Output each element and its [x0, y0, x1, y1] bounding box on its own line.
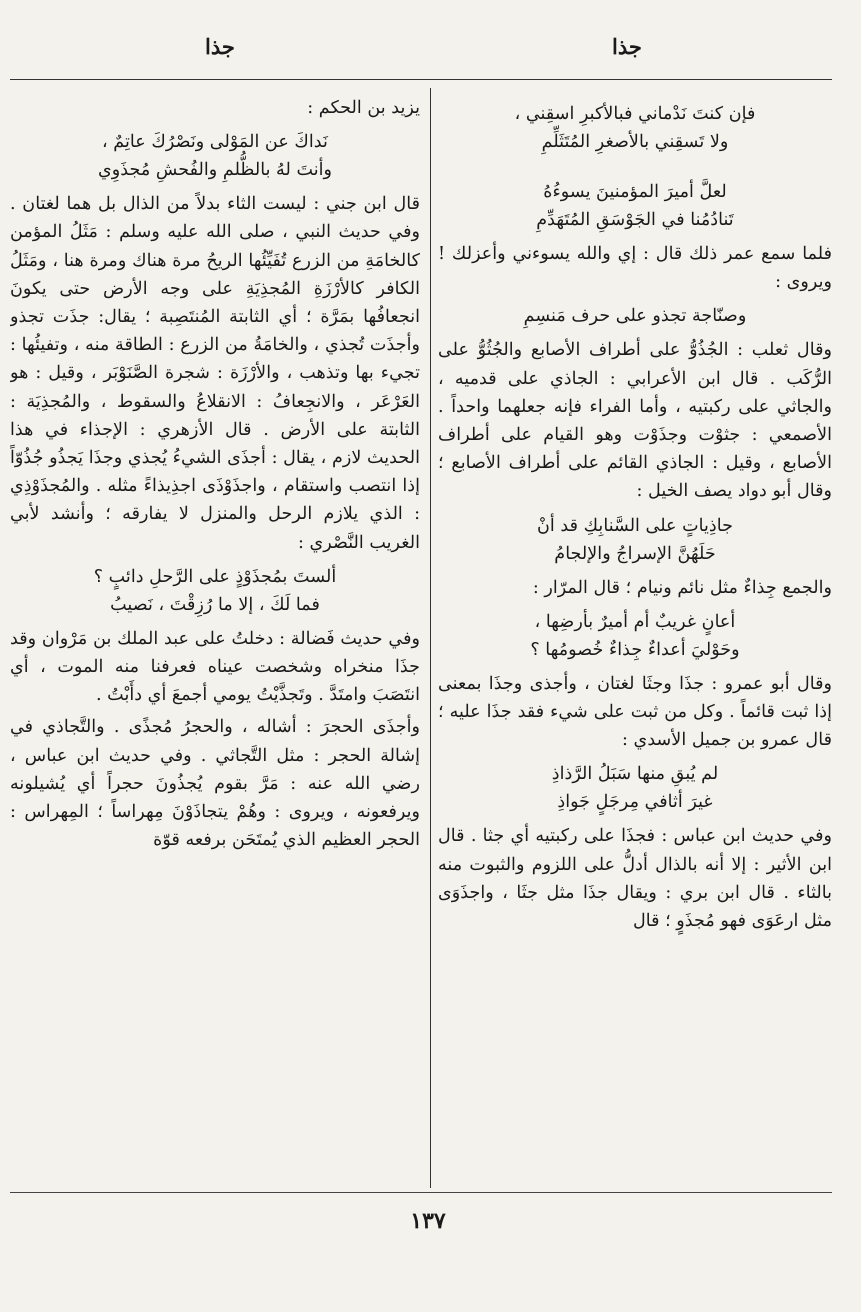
paragraph: والجمع جِذاءٌ مثل نائم ونيام ؛ قال المرّار :: [532, 577, 832, 598]
verse-line: غيرَ أثافي مِرجَلٍ جَواذِ: [557, 792, 713, 813]
header-word-right: جذا: [612, 34, 642, 59]
paragraph: فلما سمع عمر ذلك قال : إي والله يسوءني وأعزلك ! ويروى :: [438, 244, 832, 293]
verse: [438, 512, 832, 568]
verse-line: وحَوْليَ أعداءٌ جِذاءٌ خُصومُها ؟: [530, 639, 740, 660]
paragraph: وفي حديث ابن عباس : فجذَا على ركبتيه أي جثا . قال ابن الأثير : إلا أنه بالذال أدلُّ على اللزوم والثبوت منه بالثاء . قال ابن بري : ويقال جذَا مثل جثَا ، واجذَوَى مثل ارعَوَى فهو مُجذَوٍ ؛ قال: [438, 826, 832, 932]
verse-line: فإن كنتَ نَدْماني فبالأكبرِ اسقِني ،: [514, 104, 756, 124]
verse: [438, 608, 832, 664]
verse: [10, 563, 420, 619]
verse: [10, 128, 420, 184]
footer-rule: [10, 1192, 832, 1193]
right-column: [438, 94, 832, 1184]
paragraph: وفي حديث فَضالة : دخلتُ على عبد الملك بن مَرْوان وقد جذَا منخراه وشخصت عيناه فعرفنا منه الموت ، أي انتَصَبَ وامتَدَّ . وتَجذَّيْتُ يومي أجمعَ أي دأَبْتُ .: [10, 628, 420, 706]
left-column: [10, 94, 420, 1184]
verse-line: جاذِياتٍ على السَّنابِكِ قد أنْ: [536, 515, 734, 536]
paragraph: وقال أبو عمرو : جذَا وجثَا لغتان ، وأجذى وجذَا بمعنى إذا ثبت قائماً . وكل من ثبت على شيء فقد جذَا عليه ؛ قال عمرو بن جميل الأسدي :: [438, 673, 832, 751]
verse-line: وصنّاجة تجذو على حرف مَنسِمِ: [523, 306, 747, 327]
verse: [438, 760, 832, 816]
verse-line: حَلَهُنَّ الإسراجُ والإلجامُ: [554, 543, 716, 564]
column-divider: [430, 88, 431, 1188]
verse-line: ألستَ بمُجذَوْذٍ على الرَّحلِ دائبٍ ؟: [93, 566, 337, 587]
verse-line: أعانٍ غريبٌ أم أميرٌ بأرضِها ،: [534, 611, 736, 632]
verse-line: ولا تَسقِني بالأصغرِ المُتَثَلِّمِ: [541, 132, 729, 152]
paragraph: وقال ثعلب : الجُذُوُّ على أطراف الأصابع والجُثُوُّ على الرُّكَب . قال ابن الأعرابي : الجاذي على قدميه ، والجاثي على ركبتيه ، وأما الفراء فإنه جعلهما واحداً . الأصمعي : جثوْت وجذَوْت وهو القيام على أطراف الأصابع ، وقيل : الجاذي القائم على أطراف الأصابع ؛ وقال أبو دواد يصف الخيل :: [438, 340, 832, 502]
verse-line: وأنتَ لهُ بالظُّلمِ والفُحشِ مُجذَوِي: [97, 160, 333, 181]
header-word-left: جذا: [205, 34, 235, 59]
verse-line: لم يُبقِ منها سَبَلُ الرَّذاذِ: [551, 764, 719, 785]
paragraph: قال ابن جني : ليست الثاء بدلاً من الذال بل هما لغتان . وفي حديث النبي ، صلى الله عليه وسلم : مَثَلُ المؤمن كالخامَةِ من الزرع تُفَيِّئُها الريحُ مرة هناك ومرة هنا ، ومَثَلُ الكافر كالأرْزَةِ المُجذِيَةِ على وجه الأرض حتى يكونَ انجعافُها بمَرَّة ؛ أي الثابتة المُنتَصِبة ؛ يقال: جذَت تجذو وأجذَت تُجذي ، والخامَةُ من الزرع : الطاقة منه ، وتفيئُها : تجيء بها وتذهب ، والأرْزَة : شجرة الصَّنَوْبَر ، وقيل : هو العَرْعَر ، والانجِعافُ : الانقلاعُ والسقوط ، والمُجذِيَة : الثابتة على الأرض . قال الأزهري : الإجذاء في هذا الحديث لازم ، يقال : أجذَى الشيءُ يُجذي وجذَا يَجذُو جُذُوّاً إذا انتصب واستقام ، واجذَوْذَى اجذِيذاءً مثله . والمُجذَوْذِي : الذي يلازم الرحل والمنزل لا يفارقه ؛ وأنشد لأبي الغريب النَّصْري :: [10, 194, 420, 553]
paragraph: يزيد بن الحكم :: [307, 98, 420, 118]
header-rule: [10, 79, 832, 80]
verse-line: لعلَّ أميرَ المؤمنينَ يسوءُهُ: [543, 182, 727, 202]
verse-line: نَداكَ عن المَوْلى ونَصْرُكَ عاتِمٌ ،: [102, 132, 328, 153]
verse: [438, 302, 832, 330]
verse-line: فما لَكَ ، إلا ما رُزِقْتَ ، نَصيبُ: [110, 594, 320, 615]
verse-line: تَنادُمُنا في الجَوْسَقِ المُتَهَدِّمِ: [536, 210, 734, 230]
verse: [438, 178, 832, 234]
page-number: ١٣٧: [410, 1208, 446, 1234]
verse: [438, 100, 832, 156]
paragraph: وأجذَى الحجرَ : أشاله ، والحجرُ مُجذًى . والتَّجاذي في إشالة الحجر : مثل التَّجاثي . وفي حديث ابن عباس ، رضي الله عنه : مَرَّ بقوم يُجذُونَ حجراً أي يُشيلونه ويرفعونه ، ويروى : وهُمْ يتجاذَوْنَ مِهراساً ؛ المِهراس : الحجر العظيم الذي يُمتَحَن برفعه قوّة: [10, 717, 420, 851]
